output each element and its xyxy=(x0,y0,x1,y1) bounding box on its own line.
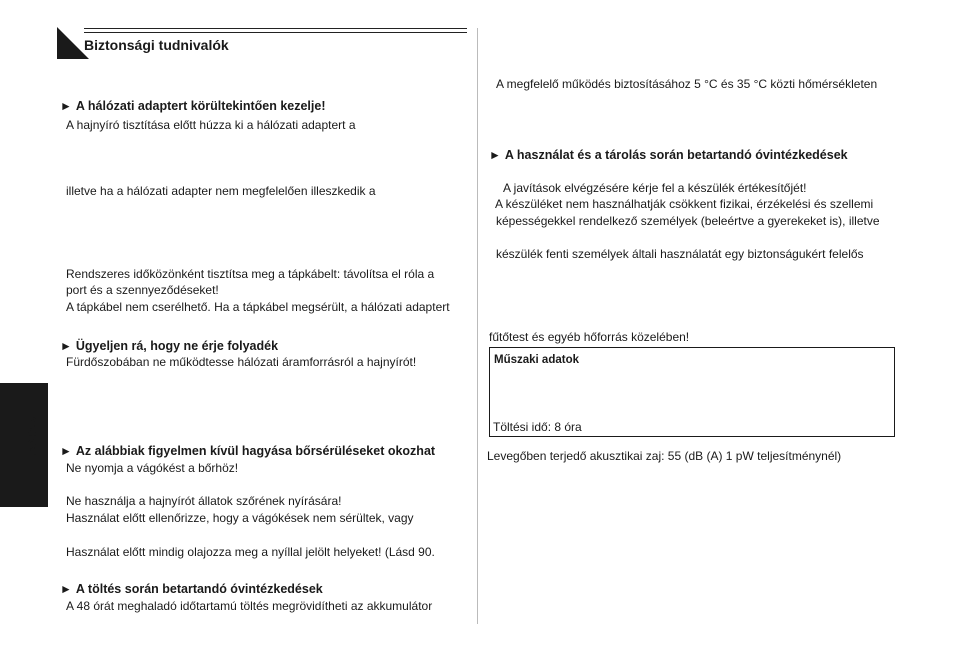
heading-charging-text: A töltés során betartandó óvintézkedések xyxy=(75,582,323,596)
section-title: Biztonsági tudnivalók xyxy=(84,37,229,53)
usage-line-3: képességekkel rendelkező személyek (beleértve a gyerekeket is), illetve xyxy=(496,214,880,228)
adapter-line-1: A hajnyíró tisztítása előtt húzza ki a hálózati adaptert a xyxy=(66,118,356,132)
bullet-icon: ► xyxy=(60,582,72,596)
usage-line-1: A javítások elvégzésére kérje fel a készülék értékesítőjét! xyxy=(503,181,807,195)
heading-usage-storage-text: A használat és a tárolás során betartandó óvintézkedések xyxy=(504,148,848,162)
bullet-icon: ► xyxy=(60,99,72,113)
heading-liquid-text: Ügyeljen rá, hogy ne érje folyadék xyxy=(75,339,279,353)
temperature-line: A megfelelő működés biztosításához 5 °C és 35 °C közti hőmérsékleten xyxy=(496,77,878,91)
charging-line-1: A 48 órát meghaladó időtartamú töltés megrövidítheti az akkumulátor xyxy=(66,599,433,613)
title-rule-top xyxy=(84,28,467,29)
usage-line-4: készülék fenti személyek általi használatát egy biztonságukért felelős xyxy=(496,247,864,261)
skin-line-1: Ne nyomja a vágókést a bőrhöz! xyxy=(66,461,239,475)
language-tab-label: Magyar xyxy=(27,415,39,457)
title-rule-bottom xyxy=(84,32,467,33)
adapter-line-3: Rendszeres időközönként tisztítsa meg a tápkábelt: távolítsa el róla a xyxy=(66,267,435,281)
liquid-line-1: Fürdőszobában ne működtesse hálózati áramforrásról a hajnyírót! xyxy=(66,355,417,369)
heading-usage-storage xyxy=(489,148,848,162)
adapter-line-2: illetve ha a hálózati adapter nem megfelelően illeszkedik a xyxy=(66,184,376,198)
usage-line-2: A készüléket nem használhatják csökkent fizikai, érzékelési és szellemi xyxy=(495,197,874,211)
spec-title: Műszaki adatok xyxy=(494,354,579,366)
bullet-icon: ► xyxy=(60,444,72,458)
skin-line-3: Használat előtt ellenőrizze, hogy a vágókések nem sérültek, vagy xyxy=(66,511,414,525)
adapter-line-5: A tápkábel nem cserélhető. Ha a tápkábel megsérült, a hálózati adaptert xyxy=(66,300,450,314)
heading-skin xyxy=(60,444,435,458)
skin-line-4: Használat előtt mindig olajozza meg a nyíllal jelölt helyeket! (Lásd 90. xyxy=(66,545,435,559)
heading-adapter-text: A hálózati adaptert körültekintően kezelje! xyxy=(75,99,326,113)
heading-adapter xyxy=(60,99,325,113)
spec-charge-time: Töltési idő: 8 óra xyxy=(493,420,582,434)
heading-liquid xyxy=(60,339,278,353)
usage-line-5: fűtőtest és egyéb hőforrás közelében! xyxy=(489,330,690,344)
bullet-icon: ► xyxy=(489,148,501,162)
column-divider xyxy=(477,28,478,624)
heading-charging xyxy=(60,582,323,596)
bullet-icon: ► xyxy=(60,339,72,353)
language-tab xyxy=(0,383,48,507)
skin-line-2: Ne használja a hajnyírót állatok szőrének nyírására! xyxy=(66,494,342,508)
adapter-line-4: port és a szennyeződéseket! xyxy=(66,283,219,297)
noise-line: Levegőben terjedő akusztikai zaj: 55 (dB (A) 1 pW teljesítménynél) xyxy=(487,449,842,463)
heading-skin-text: Az alábbiak figyelmen kívül hagyása bőrsérüléseket okozhat xyxy=(75,444,436,458)
spec-box xyxy=(489,347,895,437)
